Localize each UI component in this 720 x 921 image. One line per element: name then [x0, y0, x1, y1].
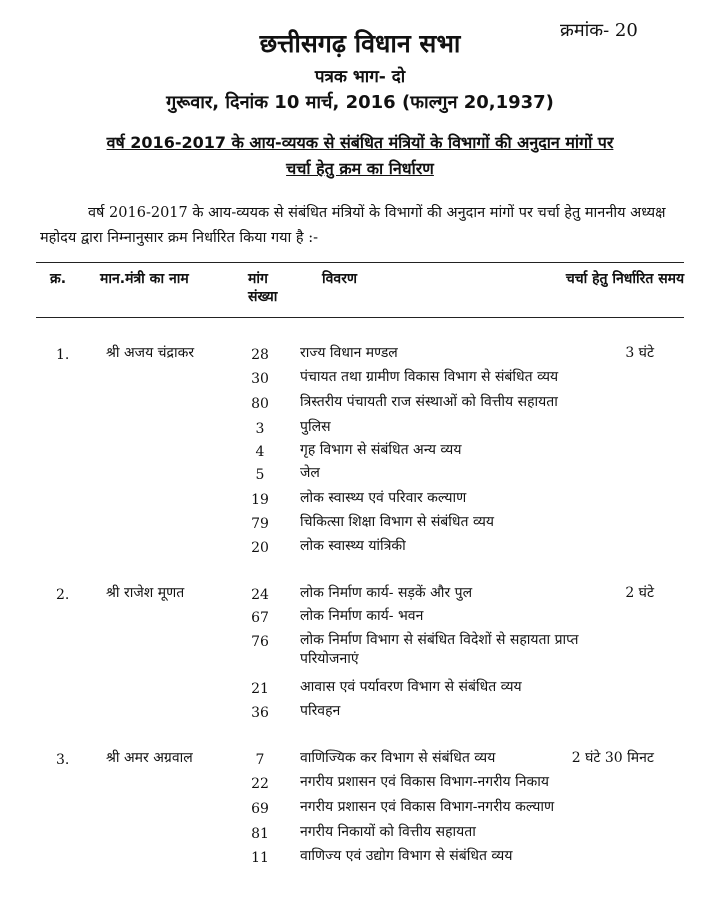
demand-number: 67: [251, 610, 269, 626]
demand-number: 69: [251, 801, 269, 817]
assembly-title: छत्तीसगढ़ विधान सभा: [259, 29, 461, 58]
intro-paragraph: वर्ष 2016-2017 के आय-व्ययक से संबंधित मंत्रियों के विभागों की अनुदान मांगों पर चर्चा हेतु माननीय अध्यक्ष महोदय द्वारा निम्नानुसार क्रम निर्धारित किया गया है :-: [40, 205, 666, 246]
demand-number: 4: [255, 444, 265, 460]
demand-description: त्रिस्तरीय पंचायती राज संस्थाओं को वित्तीय सहायता: [300, 394, 558, 410]
demand-description: राज्य विधान मण्डल: [300, 345, 398, 361]
allotted-time: 2 घंटे: [625, 585, 654, 601]
table-top-rule: [36, 262, 684, 263]
demand-number: 80: [251, 396, 269, 412]
group-sno: 1.: [56, 347, 70, 363]
minister-name: श्री अमर अग्रवाल: [106, 750, 193, 766]
group-sno: 2.: [56, 587, 70, 603]
allotted-time: 3 घंटे: [625, 345, 654, 361]
group-sno: 3.: [56, 752, 70, 768]
dateline: गुरूवार, दिनांक 10 मार्च, 2016 (फाल्गुन 20,1937): [166, 92, 554, 113]
demand-description: परिवहन: [300, 703, 341, 719]
header-time: चर्चा हेतु निर्धारित समय: [565, 271, 685, 287]
minister-name: श्री राजेश मूणत: [106, 585, 185, 601]
demand-description: लोक निर्माण कार्य- सड़कें और पुल: [300, 585, 473, 601]
table-header-rule: [36, 317, 684, 318]
demand-number: 7: [255, 752, 265, 768]
demand-description: लोक निर्माण कार्य- भवन: [300, 608, 424, 624]
demand-number: 21: [251, 681, 269, 697]
demand-description: आवास एवं पर्यावरण विभाग से संबंधित व्यय: [300, 679, 522, 695]
subject-line-1: वर्ष 2016-2017 के आय-व्ययक से संबंधित मंत्रियों के विभागों की अनुदान मांगों पर: [106, 133, 614, 152]
header-details: विवरण: [322, 271, 358, 287]
patrak-part: पत्रक भाग- दो: [314, 67, 406, 87]
minister-name: श्री अजय चंद्राकर: [106, 345, 195, 361]
subject-line-2: चर्चा हेतु क्रम का निर्धारण: [286, 159, 434, 178]
demand-number: 76: [251, 634, 269, 650]
demand-number: 36: [251, 705, 269, 721]
demand-number: 20: [251, 540, 269, 556]
demand-number: 22: [251, 776, 269, 792]
demand-description: वाणिज्यिक कर विभाग से संबंधित व्यय: [300, 750, 496, 766]
demand-description: लोक निर्माण विभाग से संबंधित विदेशों से सहायता प्राप्त परियोजनाएं: [300, 632, 579, 667]
demand-description: नगरीय प्रशासन एवं विकास विभाग-नगरीय कल्याण: [300, 799, 555, 815]
demand-description: लोक स्वास्थ्य एवं परिवार कल्याण: [300, 490, 467, 506]
demand-number: 79: [251, 516, 269, 532]
demand-number: 81: [251, 826, 269, 842]
demand-number: 3: [255, 421, 265, 437]
demand-description: वाणिज्य एवं उद्योग विभाग से संबंधित व्यय: [300, 848, 513, 864]
header-demand-no: मांग संख्या: [248, 271, 278, 305]
demand-description: गृह विभाग से संबंधित अन्य व्यय: [300, 442, 462, 458]
header-sno: क्र.: [50, 271, 67, 287]
demand-number: 19: [251, 492, 269, 508]
allotted-time: 2 घंटे 30 मिनट: [571, 750, 654, 766]
demand-description: चिकित्सा शिक्षा विभाग से संबंधित व्यय: [300, 514, 494, 530]
demand-description: पुलिस: [300, 419, 331, 435]
demand-description: नगरीय प्रशासन एवं विकास विभाग-नगरीय निकाय: [300, 774, 550, 790]
header-minister: मान.मंत्री का नाम: [100, 271, 189, 287]
demand-description: जेल: [300, 465, 320, 481]
demand-description: पंचायत तथा ग्रामीण विकास विभाग से संबंधित व्यय: [300, 369, 559, 385]
demand-description: नगरीय निकायों को वित्तीय सहायता: [300, 824, 476, 840]
serial-number: क्रमांक- 20: [560, 20, 638, 41]
demand-number: 30: [251, 371, 269, 387]
demand-number: 24: [251, 587, 269, 603]
demand-number: 11: [251, 850, 269, 866]
demand-number: 28: [251, 347, 269, 363]
demand-number: 5: [255, 467, 265, 483]
demand-description: लोक स्वास्थ्य यांत्रिकी: [300, 538, 406, 554]
